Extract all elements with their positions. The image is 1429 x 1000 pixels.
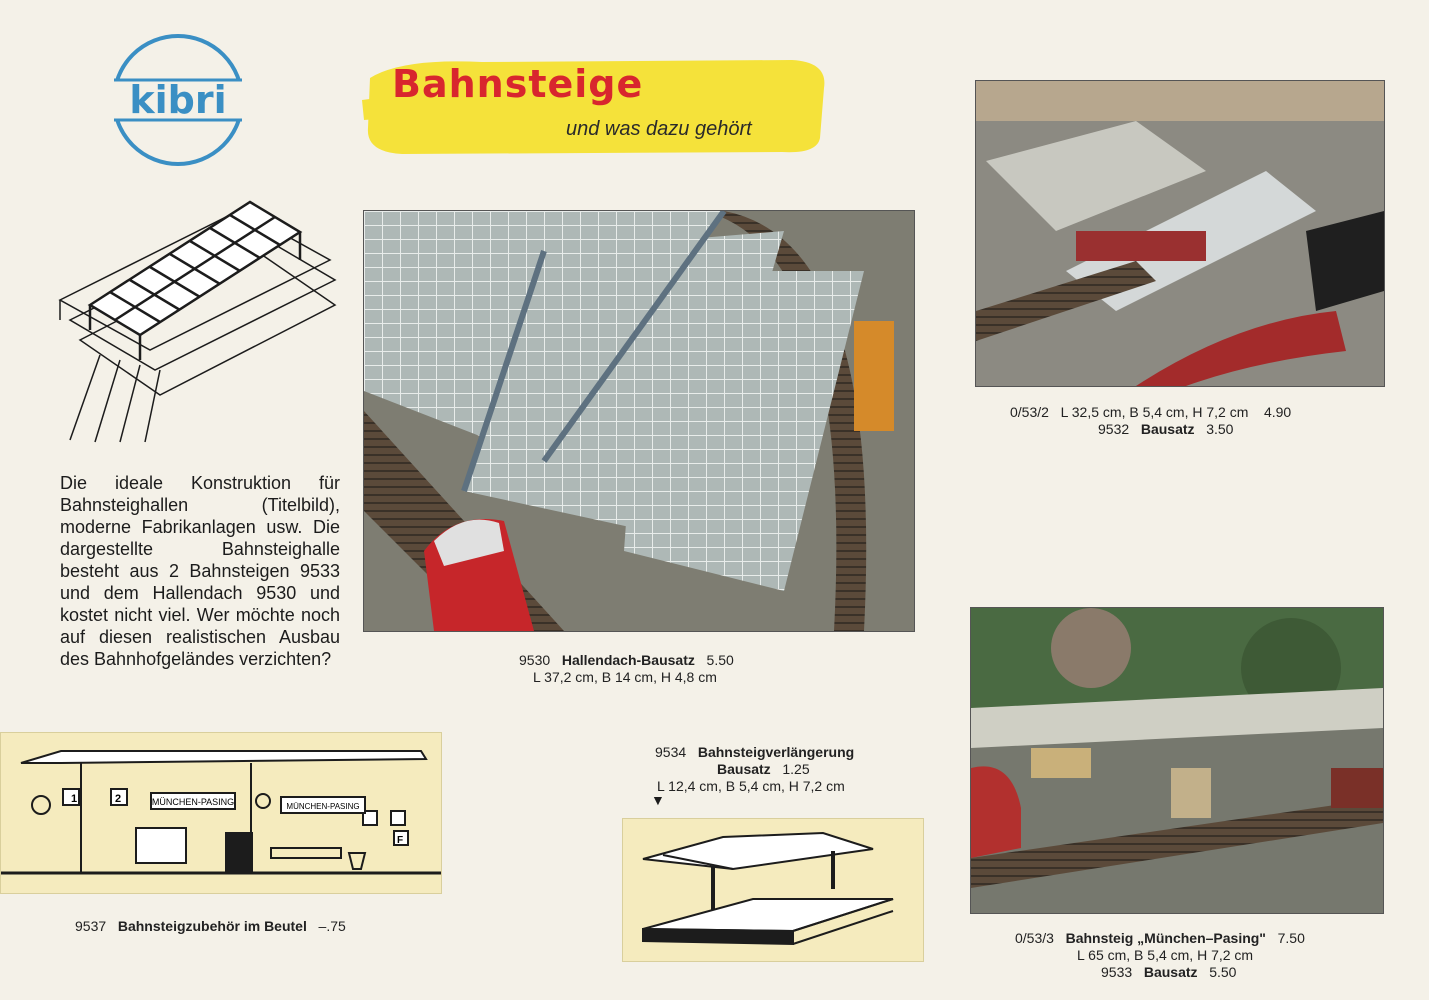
- zubehoer-illustration: [1, 733, 441, 893]
- sign-letter-f: F: [397, 835, 404, 846]
- muenchen-number: 0/53/3: [1015, 930, 1054, 946]
- verlaengerung-illustration: [623, 819, 923, 961]
- page-subtitle: und was dazu gehört: [566, 118, 752, 140]
- bahnsteig-small-kit-name: Bausatz: [1140, 421, 1195, 437]
- intro-text: Die ideale Konstruktion für Bahnsteighallen (Titelbild), moderne Fabrikanlagen usw. Die dargestellte Bahnsteighalle besteht aus 2 Bahnsteigen 9533 und dem Hallendach 9530 und kostet nicht viel. Wer möchte noch auf diesen realistischen Ausbau des Bahnhofgeländes verzichten?: [60, 473, 340, 669]
- bahnsteig-small-price: 4.90: [1263, 404, 1292, 420]
- muenchen-dims: L 65 cm, B 5,4 cm, H 7,2 cm: [1077, 947, 1254, 963]
- muenchen-name: Bahnsteig „München–Pasing": [1065, 930, 1266, 946]
- logo-text: kibri: [129, 78, 227, 122]
- verlaengerung-name: Bahnsteigverlängerung: [697, 744, 855, 760]
- station-sign-right: MÜNCHEN-PASING: [286, 802, 360, 811]
- hallendach-photo: [363, 210, 915, 632]
- hallendach-dims: L 37,2 cm, B 14 cm, H 4,8 cm: [533, 669, 717, 685]
- zubehoer-number: 9537: [75, 918, 107, 934]
- muenchen-caption: [1015, 930, 1375, 981]
- muenchen-kit-name: Bausatz: [1143, 964, 1198, 980]
- hallendach-number: 9530: [519, 652, 551, 668]
- arrow-down-icon: ▼: [651, 792, 665, 808]
- bahnsteig-small-kit-price: 3.50: [1206, 421, 1234, 437]
- verlaengerung-kit-price: 1.25: [782, 761, 810, 777]
- hall-drawing: [40, 180, 340, 450]
- page-title: Bahnsteige: [392, 62, 644, 106]
- verlaengerung-number: 9534: [655, 744, 687, 760]
- zubehoer-name: Bahnsteigzubehör im Beutel: [117, 918, 307, 934]
- zubehoer-price: –.75: [318, 918, 346, 934]
- zubehoer-illustration-box: [0, 732, 442, 894]
- verlaengerung-caption: [655, 744, 915, 795]
- bahnsteig-small-dims: L 32,5 cm, B 5,4 cm, H 7,2 cm: [1060, 404, 1249, 420]
- track-sign-2: 2: [115, 793, 122, 805]
- muenchen-price: 7.50: [1277, 930, 1305, 946]
- verlaengerung-kit-name: Bausatz: [717, 761, 771, 777]
- verlaengerung-dims: L 12,4 cm, B 5,4 cm, H 7,2 cm: [657, 778, 845, 794]
- zubehoer-caption: [75, 918, 415, 935]
- hallendach-caption: [519, 652, 779, 686]
- kibri-logo: [108, 30, 248, 170]
- hallendach-name: Hallendach-Bausatz: [561, 652, 695, 668]
- muenchen-kit-price: 5.50: [1209, 964, 1237, 980]
- bahnsteig-small-caption: [1010, 404, 1370, 438]
- muenchen-photo: [970, 607, 1384, 914]
- track-sign-1: 1: [71, 793, 78, 805]
- hallendach-price: 5.50: [706, 652, 734, 668]
- bahnsteig-small-number: 0/53/2: [1010, 404, 1049, 420]
- bahnsteig-photo-top: [975, 80, 1385, 387]
- bahnsteig-small-kit-number: 9532: [1098, 421, 1130, 437]
- station-sign-left: MÜNCHEN-PASING: [151, 797, 235, 807]
- verlaengerung-illustration-box: [622, 818, 924, 962]
- muenchen-kit-number: 9533: [1101, 964, 1133, 980]
